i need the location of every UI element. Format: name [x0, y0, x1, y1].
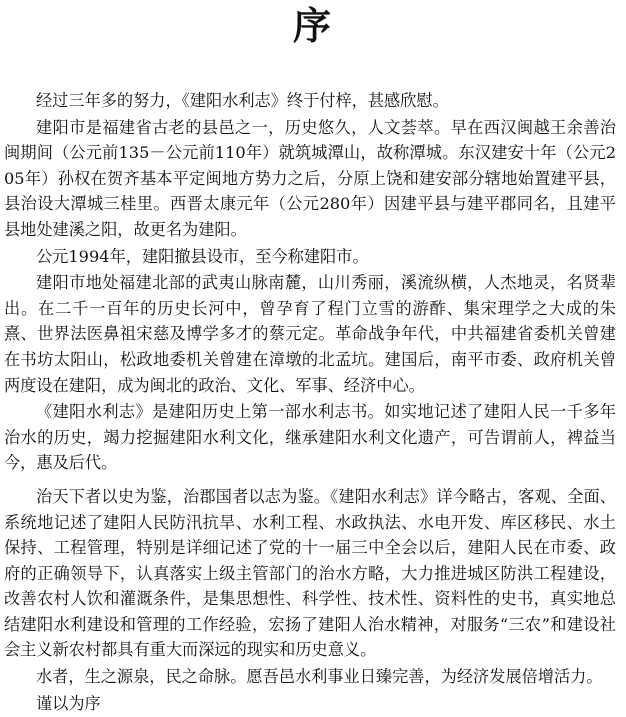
paragraph-history: 建阳市是福建省古老的县邑之一，历史悠久，人文荟萃。早在西汉闽越王余善治闽期间（公元前135－公元前110年）就筑城潭山，故称潭城。东汉建安十年（公元205年）孙权在贺齐基本平定闽地方势力之后，分原上饶和建安部分辖地始置建平县，县治设大潭城三桂里。西晋太康元年（公元280年）因建平县与建平郡同名，且建平县地处建溪之阳，故更名为建阳。 [4, 117, 616, 239]
paragraph-city-status: 公元1994年，建阳撤县设市，至今称建阳市。 [36, 246, 369, 266]
document-body [4, 88, 616, 717]
paragraph-book-intro: 《建阳水利志》是建阳历史上第一部水利志书。如实地记述了建阳人民一千多年治水的历史，竭力挖掘建阳水利文化，继承建阳水利文化遗产，可告谓前人，裨益当今，惠及后代。 [4, 402, 616, 473]
paragraph-geography: 建阳市地处福建北部的武夷山脉南麓，山川秀丽，溪流纵横，人杰地灵，名贤辈出。在二千一百年的历史长河中，曾孕育了程门立雪的游酢、集宋理学之大成的朱熹、世界法医鼻祖宋慈及博学多才的蔡元定。革命战争年代，中共福建省委机关曾建在书坊太阳山，松政地委机关曾建在漳墩的北孟坑。建国后，南平市委、政府机关曾两度设在建阳，成为闽北的政治、文化、军事、经济中心。 [4, 273, 616, 395]
paragraph-sign-off: 谨以为序 [36, 693, 101, 713]
page-title: 序 [292, 4, 333, 48]
paragraph-closing-wish: 水者，生之源泉，民之命脉。愿吾邑水利事业日臻完善，为经济发展倍增活力。 [36, 667, 603, 687]
paragraph-opening: 经过三年多的努力，《建阳水利志》终于付梓，甚感欣慰。 [36, 91, 449, 110]
paragraph-book-significance: 治天下者以史为鉴，治郡国者以志为鉴。《建阳水利志》详今略古，客观、全面、系统地记述了建阳人民防汛抗旱、水利工程、水政执法、水电开发、库区移民、水土保持、工程管理，特别是详细记述了党的十一届三中全会以后，建阳人民在市委、政府的正确领导下，认真落实上级主管部门的治水方略，大力推进城区防洪工程建设，改善农村人饮和灌溉条件，是集思想性、科学性、技术性、资料性的史书，真实地总结建阳水利建设和管理的工作经验，宏扬了建阳人治水精神，对服务“三农”和建设社会主义新农村都具有重大而深远的现实和历史意义。 [4, 486, 616, 660]
